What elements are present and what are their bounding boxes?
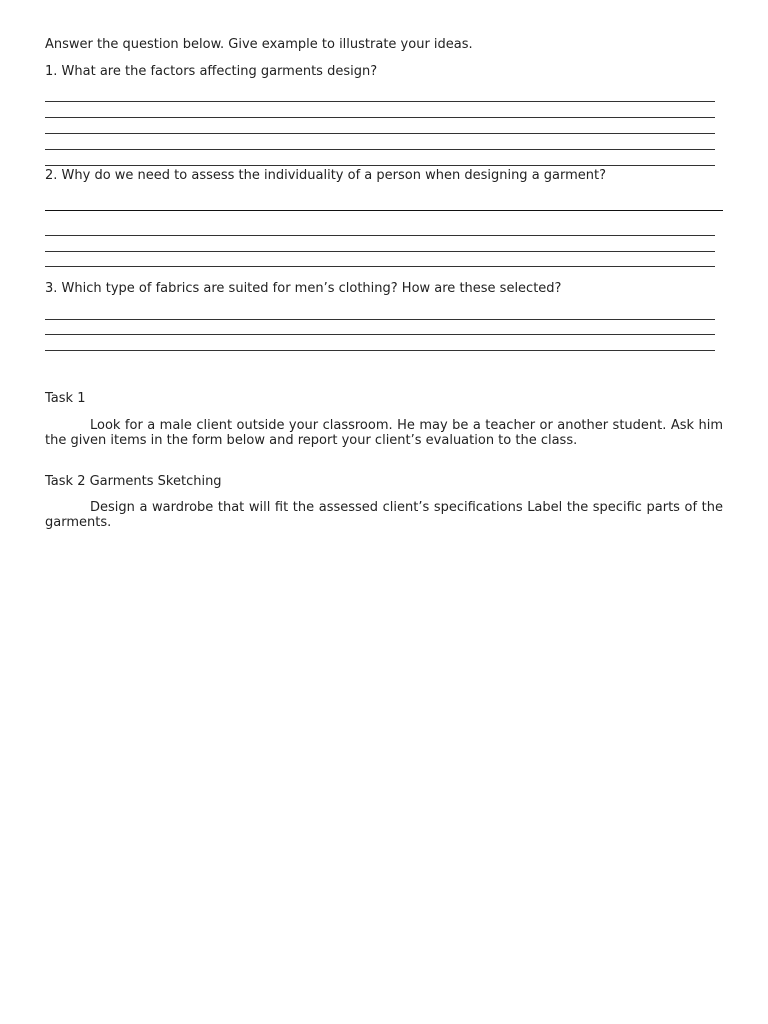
answer-line-2-4[interactable] bbox=[45, 266, 715, 267]
answer-line-3-1[interactable] bbox=[45, 319, 715, 320]
question-1: 1. What are the factors affecting garments design? bbox=[45, 64, 378, 79]
answer-line-1-4[interactable] bbox=[45, 149, 715, 150]
question-3: 3. Which type of fabrics are suited for men’s clothing? How are these selected? bbox=[45, 281, 562, 296]
answer-line-1-1[interactable] bbox=[45, 101, 715, 102]
task-1-title: Task 1 bbox=[45, 391, 86, 406]
answer-line-3-2[interactable] bbox=[45, 334, 715, 335]
answer-line-1-3[interactable] bbox=[45, 133, 715, 134]
answer-line-1-2[interactable] bbox=[45, 117, 715, 118]
answer-line-1-5[interactable] bbox=[45, 165, 715, 166]
instructions-text: Answer the question below. Give example to illustrate your ideas. bbox=[45, 37, 473, 52]
task-1-body: Look for a male client outside your classroom. He may be a teacher or another student. Ask him the given items in the form below and report your client’s evaluation to the class. bbox=[45, 418, 723, 448]
answer-line-2-2[interactable] bbox=[45, 235, 715, 236]
task-2-body: Design a wardrobe that will fit the assessed client’s specifications Label the specific parts of the garments. bbox=[45, 500, 723, 530]
task-2-title: Task 2 Garments Sketching bbox=[45, 474, 222, 489]
question-2: 2. Why do we need to assess the individuality of a person when designing a garment? bbox=[45, 168, 607, 183]
answer-line-2-1[interactable] bbox=[45, 210, 723, 211]
answer-line-3-3[interactable] bbox=[45, 350, 715, 351]
answer-line-2-3[interactable] bbox=[45, 251, 715, 252]
